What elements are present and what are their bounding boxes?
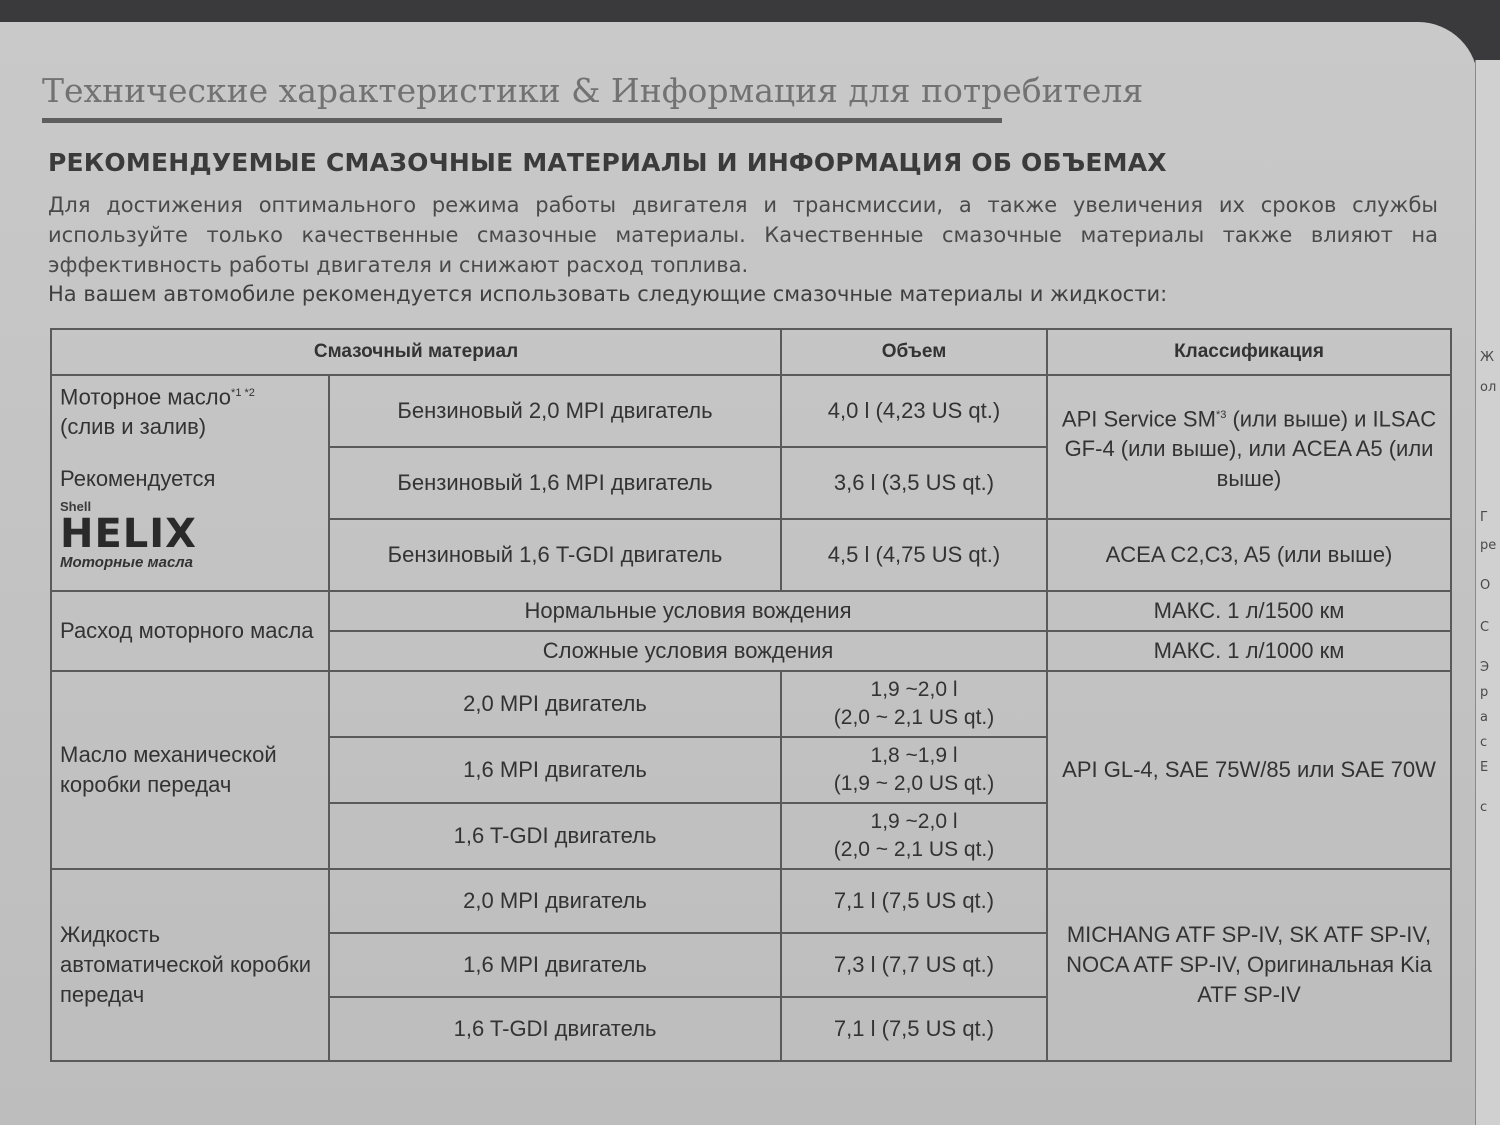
manual-volume-qt: (1,9 ~ 2,0 US qt.) xyxy=(833,772,995,795)
logo-sub-text: Моторные масла xyxy=(60,554,193,572)
edge-letter: Е xyxy=(1480,760,1489,775)
engine-oil-label: Моторное масло xyxy=(60,384,232,410)
auto-trans-engine: 1,6 T-GDI двигатель xyxy=(329,997,781,1061)
auto-trans-engine: 1,6 MPI двигатель xyxy=(329,933,781,997)
engine-oil-engine: Бензиновый 1,6 MPI двигатель xyxy=(329,447,781,519)
manual-trans-engine: 2,0 MPI двигатель xyxy=(329,671,781,737)
manual-trans-volume xyxy=(781,671,1047,737)
table-row xyxy=(51,375,1451,447)
class-mpi-part2: (или выше) и ILSAC GF-4 (или выше), или ACEA A5 (или выше) xyxy=(1064,406,1437,492)
engine-oil-volume: 4,0 l (4,23 US qt.) xyxy=(781,375,1047,447)
manual-trans-engine: 1,6 MPI двигатель xyxy=(329,737,781,803)
engine-oil-footnote: *1 *2 xyxy=(231,387,255,399)
manual-trans-label: Масло механической коробки передач xyxy=(51,671,329,869)
edge-letter: р xyxy=(1480,685,1489,700)
engine-oil-engine: Бензиновый 2,0 MPI двигатель xyxy=(329,375,781,447)
consumption-condition: Нормальные условия вождения xyxy=(329,591,1047,631)
next-page-edge xyxy=(1475,60,1500,1125)
engine-oil-volume: 4,5 l (4,75 US qt.) xyxy=(781,519,1047,591)
manual-volume-litres: 1,8 ~1,9 l xyxy=(870,744,958,767)
engine-oil-label-cell xyxy=(51,375,329,591)
logo-shell-text: Shell xyxy=(60,499,92,515)
header-lubricant: Смазочный материал xyxy=(51,329,781,375)
edge-letter: Ж xyxy=(1480,350,1495,365)
manual-trans-volume xyxy=(781,737,1047,803)
edge-letter: Г xyxy=(1480,510,1488,525)
table-row xyxy=(51,591,1451,631)
engine-oil-label-sub: (слив и залив) xyxy=(60,414,207,440)
manual-trans-classification: API GL-4, SAE 75W/85 или SAE 70W xyxy=(1047,671,1451,869)
lubricants-table xyxy=(50,328,1452,1062)
intro-paragraph: Для достижения оптимального режима работы двигателя и трансмиссии, а также увеличения их сроков службы используйте только качественные смазочные материалы. Качественные смазочные материалы также влияют на эффективность работы двигателя и снижают расход топлива. xyxy=(48,193,1438,277)
header-volume: Объем xyxy=(781,329,1047,375)
edge-letter: с xyxy=(1480,735,1488,750)
page-header: Технические характеристики & Информация для потребителя xyxy=(42,68,1002,123)
logo-helix-text: HELIX xyxy=(60,511,198,558)
table-row xyxy=(51,671,1451,737)
edge-letter: а xyxy=(1480,710,1488,725)
manual-volume-litres: 1,9 ~2,0 l xyxy=(870,678,958,701)
consumption-condition: Сложные условия вождения xyxy=(329,631,1047,671)
manual-trans-engine: 1,6 T-GDI двигатель xyxy=(329,803,781,869)
manual-trans-volume xyxy=(781,803,1047,869)
auto-trans-volume: 7,3 l (7,7 US qt.) xyxy=(781,933,1047,997)
manual-page xyxy=(0,22,1478,1125)
recommended-label: Рекомендуется xyxy=(60,466,216,492)
header-classification: Классификация xyxy=(1047,329,1451,375)
table-row xyxy=(51,869,1451,933)
engine-oil-volume: 3,6 l (3,5 US qt.) xyxy=(781,447,1047,519)
class-mpi-part1: API Service SM xyxy=(1061,406,1216,432)
edge-letter: ре xyxy=(1480,538,1497,553)
consumption-value: МАКС. 1 л/1000 км xyxy=(1047,631,1451,671)
oil-consumption-label: Расход моторного масла xyxy=(51,591,329,671)
edge-letter: О xyxy=(1480,578,1491,593)
engine-oil-class-tgdi: ACEA C2,C3, A5 (или выше) xyxy=(1047,519,1451,591)
engine-oil-engine: Бензиновый 1,6 T-GDI двигатель xyxy=(329,519,781,591)
edge-letter: Э xyxy=(1480,660,1490,675)
edge-letter: с xyxy=(1480,800,1488,815)
auto-trans-volume: 7,1 l (7,5 US qt.) xyxy=(781,869,1047,933)
auto-trans-volume: 7,1 l (7,5 US qt.) xyxy=(781,997,1047,1061)
auto-trans-engine: 2,0 MPI двигатель xyxy=(329,869,781,933)
manual-volume-qt: (2,0 ~ 2,1 US qt.) xyxy=(833,838,995,861)
manual-volume-litres: 1,9 ~2,0 l xyxy=(870,810,958,833)
auto-trans-label: Жидкость автоматической коробки передач xyxy=(51,869,329,1061)
section-title: РЕКОМЕНДУЕМЫЕ СМАЗОЧНЫЕ МАТЕРИАЛЫ И ИНФОРМАЦИЯ ОБ ОБЪЕМАХ xyxy=(48,148,1167,177)
class-mpi-footnote: *3 xyxy=(1215,408,1227,421)
consumption-value: МАКС. 1 л/1500 км xyxy=(1047,591,1451,631)
table-header-row xyxy=(51,329,1451,375)
manual-volume-qt: (2,0 ~ 2,1 US qt.) xyxy=(833,706,995,729)
edge-letter: ол xyxy=(1480,380,1497,395)
edge-letter: С xyxy=(1480,620,1490,635)
engine-oil-class-mpi xyxy=(1047,375,1451,519)
auto-trans-classification: MICHANG ATF SP-IV, SK ATF SP-IV, NOCA ATF SP-IV, Оригинальная Kia ATF SP-IV xyxy=(1047,869,1451,1061)
intro-line: На вашем автомобиле рекомендуется использовать следующие смазочные материалы и жидкости: xyxy=(48,282,1168,306)
shell-helix-logo xyxy=(60,500,322,572)
